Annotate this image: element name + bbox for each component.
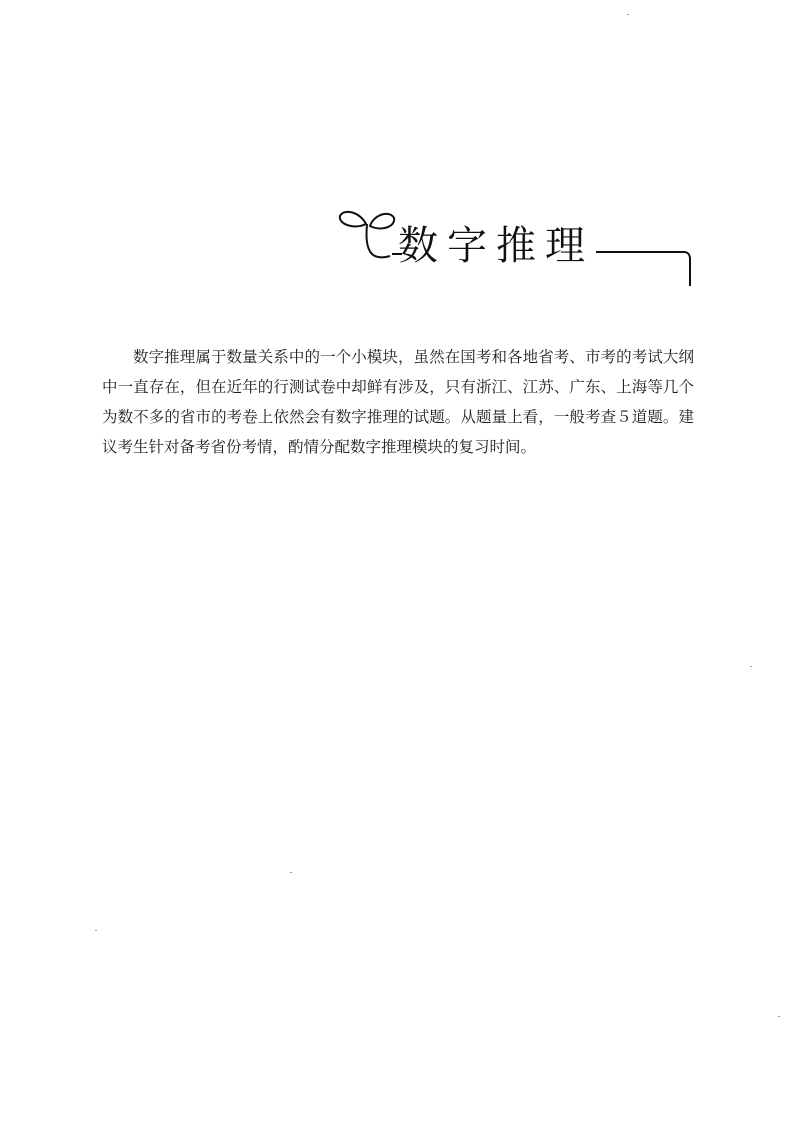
page-title: 数字推理 [398,223,594,269]
section-heading [336,200,700,290]
intro-paragraph: 数字推理属于数量关系中的一个小模块，虽然在国考和各地省考、市考的考试大纲中一直存在，但在近年的行测试卷中却鲜有涉及，只有浙江、江苏、广东、上海等几个为数不多的省市的考卷上依然会有数字推理的试题。从题量上看，一般考查５道题。建议考生针对备考省份考情，酌情分配数字推理模块的复习时间。 [102,348,694,456]
scan-speck [778,1016,780,1017]
scan-speck [627,14,629,15]
sprout-icon [336,204,402,266]
scan-speck [750,666,752,667]
scan-speck [95,930,97,931]
scan-speck [290,872,292,873]
heading-rule-line [594,248,694,288]
